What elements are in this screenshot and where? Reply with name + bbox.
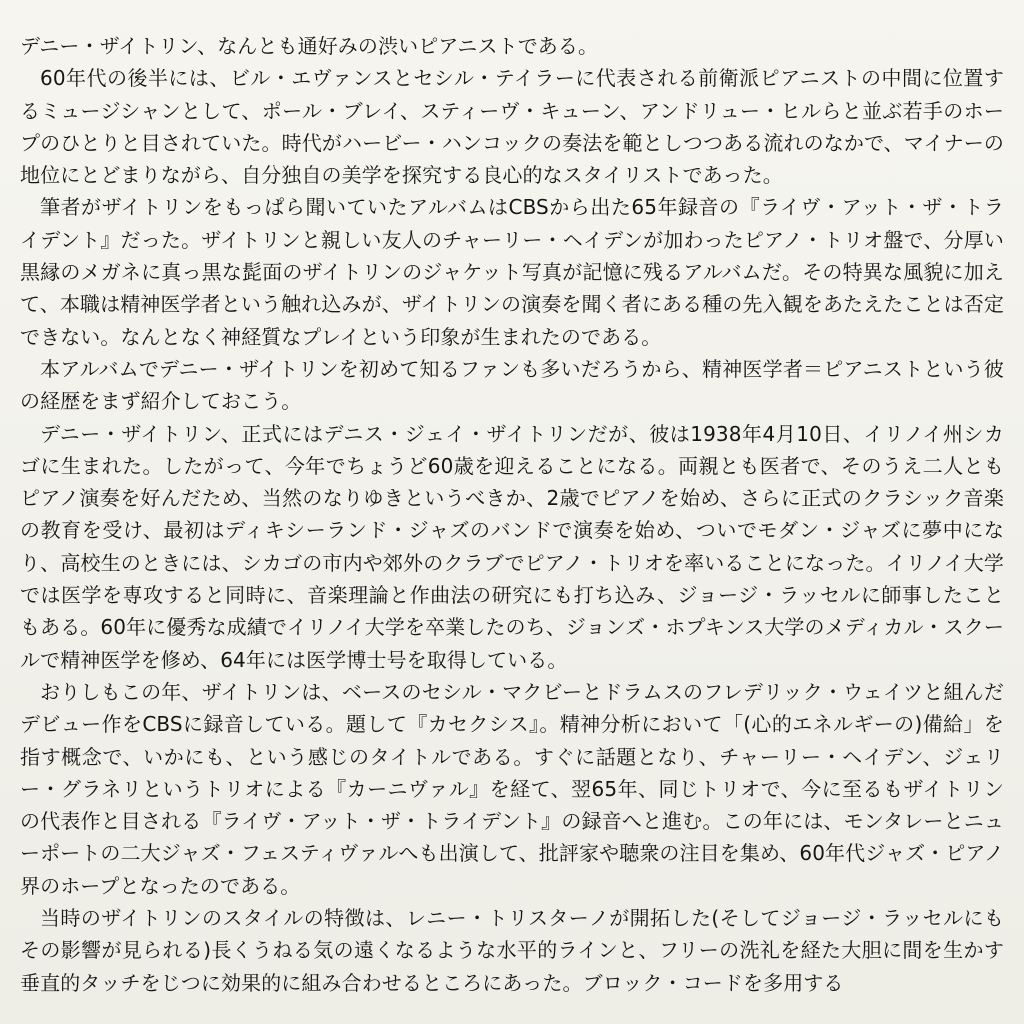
paragraph-60s-context: 60年代の後半には、ビル・エヴァンスとセシル・テイラーに代表される前衛派ピアニストの中間に位置するミュージシャンとして、ポール・ブレイ、スティーヴ・キューン、アンドリュー・ヒルらと並ぶ若手のホープのひとりと目されていた。時代がハービー・ハンコックの奏法を範としつつある流れのなかで、マイナーの地位にとどまりながら、自分独自の美学を探究する良心的なスタイリストであった。 [20,66,1004,188]
paragraph-career-intro: 本アルバムでデニー・ザイトリンを初めて知るファンも多いだろうから、精神医学者＝ピアニストという彼の経歴をまず紹介しておこう。 [20,356,1004,414]
paragraph-trident-album: 筆者がザイトリンをもっぱら聞いていたアルバムはCBSから出た65年録音の『ライヴ・アット・ザ・トライデント』だった。ザイトリンと親しい友人のチャーリー・ヘイデンが加わったピアノ・トリオ盤で、分厚い黒縁のメガネに真っ黒な髭面のザイトリンのジャケット写真が記憶に残るアルバムだ。その特異な風貌に加えて、本職は精神医学者という触れ込みが、ザイトリンの演奏を聞く者にある種の先入観をあたえたことは否定できない。なんとなく神経質なプレイという印象が生まれたのである。 [20,195,1004,349]
paragraph-debut-recordings: おりしもこの年、ザイトリンは、ベースのセシル・マクビーとドラムスのフレデリック・ウェイツと組んだデビュー作をCBSに録音している。題して『カセクシス』。精神分析において「(心的エネルギーの)備給」を指す概念で、いかにも、という感じのタイトルである。すぐに話題となり、チャーリー・ヘイデン、ジェリー・グラネリというトリオによる『カーニヴァル』を経て、翌65年、同じトリオで、今に至るもザイトリンの代表作と目される『ライヴ・アット・ザ・トライデント』の録音へと進む。この年には、モンタレーとニューポートの二大ジャズ・フェスティヴァルへも出演して、批評家や聴衆の注目を集め、60年代ジャズ・ピアノ界のホープとなったのである。 [20,679,1004,898]
paragraph-biography: デニー・ザイトリン、正式にはデニス・ジェイ・ザイトリンだが、彼は1938年4月10日、イリノイ州シカゴに生まれた。したがって、今年でちょうど60歳を迎えることになる。両親とも医者で、そのうえ二人ともピアノ演奏を好んだため、当然のなりゆきというべきか、2歳でピアノを始め、さらに正式のクラシック音楽の教育を受け、最初はディキシーランド・ジャズのバンドで演奏を始め、ついでモダン・ジャズに夢中になり、高校生のときには、シカゴの市内や郊外のクラブでピアノ・トリオを率いることになった。イリノイ大学では医学を専攻すると同時に、音楽理論と作曲法の研究にも打ち込み、ジョージ・ラッセルに師事したこともある。60年に優秀な成績でイリノイ大学を卒業したのち、ジョンズ・ホプキンス大学のメディカル・スクールで精神医学を修め、64年には医学博士号を取得している。 [20,421,1004,672]
paragraph-intro: デニー・ザイトリン、なんとも通好みの渋いピアニストである。 [20,34,599,58]
paragraph-style: 当時のザイトリンのスタイルの特徴は、レニー・トリスターノが開拓した(そしてジョージ・ラッセルにもその影響が見られる)長くうねる気の遠くなるような水平的ラインと、フリーの洗礼を経た大胆に間を生かす垂直的タッチをじつに効果的に組み合わせるところにあった。ブロック・コードを多用する [20,906,1004,995]
